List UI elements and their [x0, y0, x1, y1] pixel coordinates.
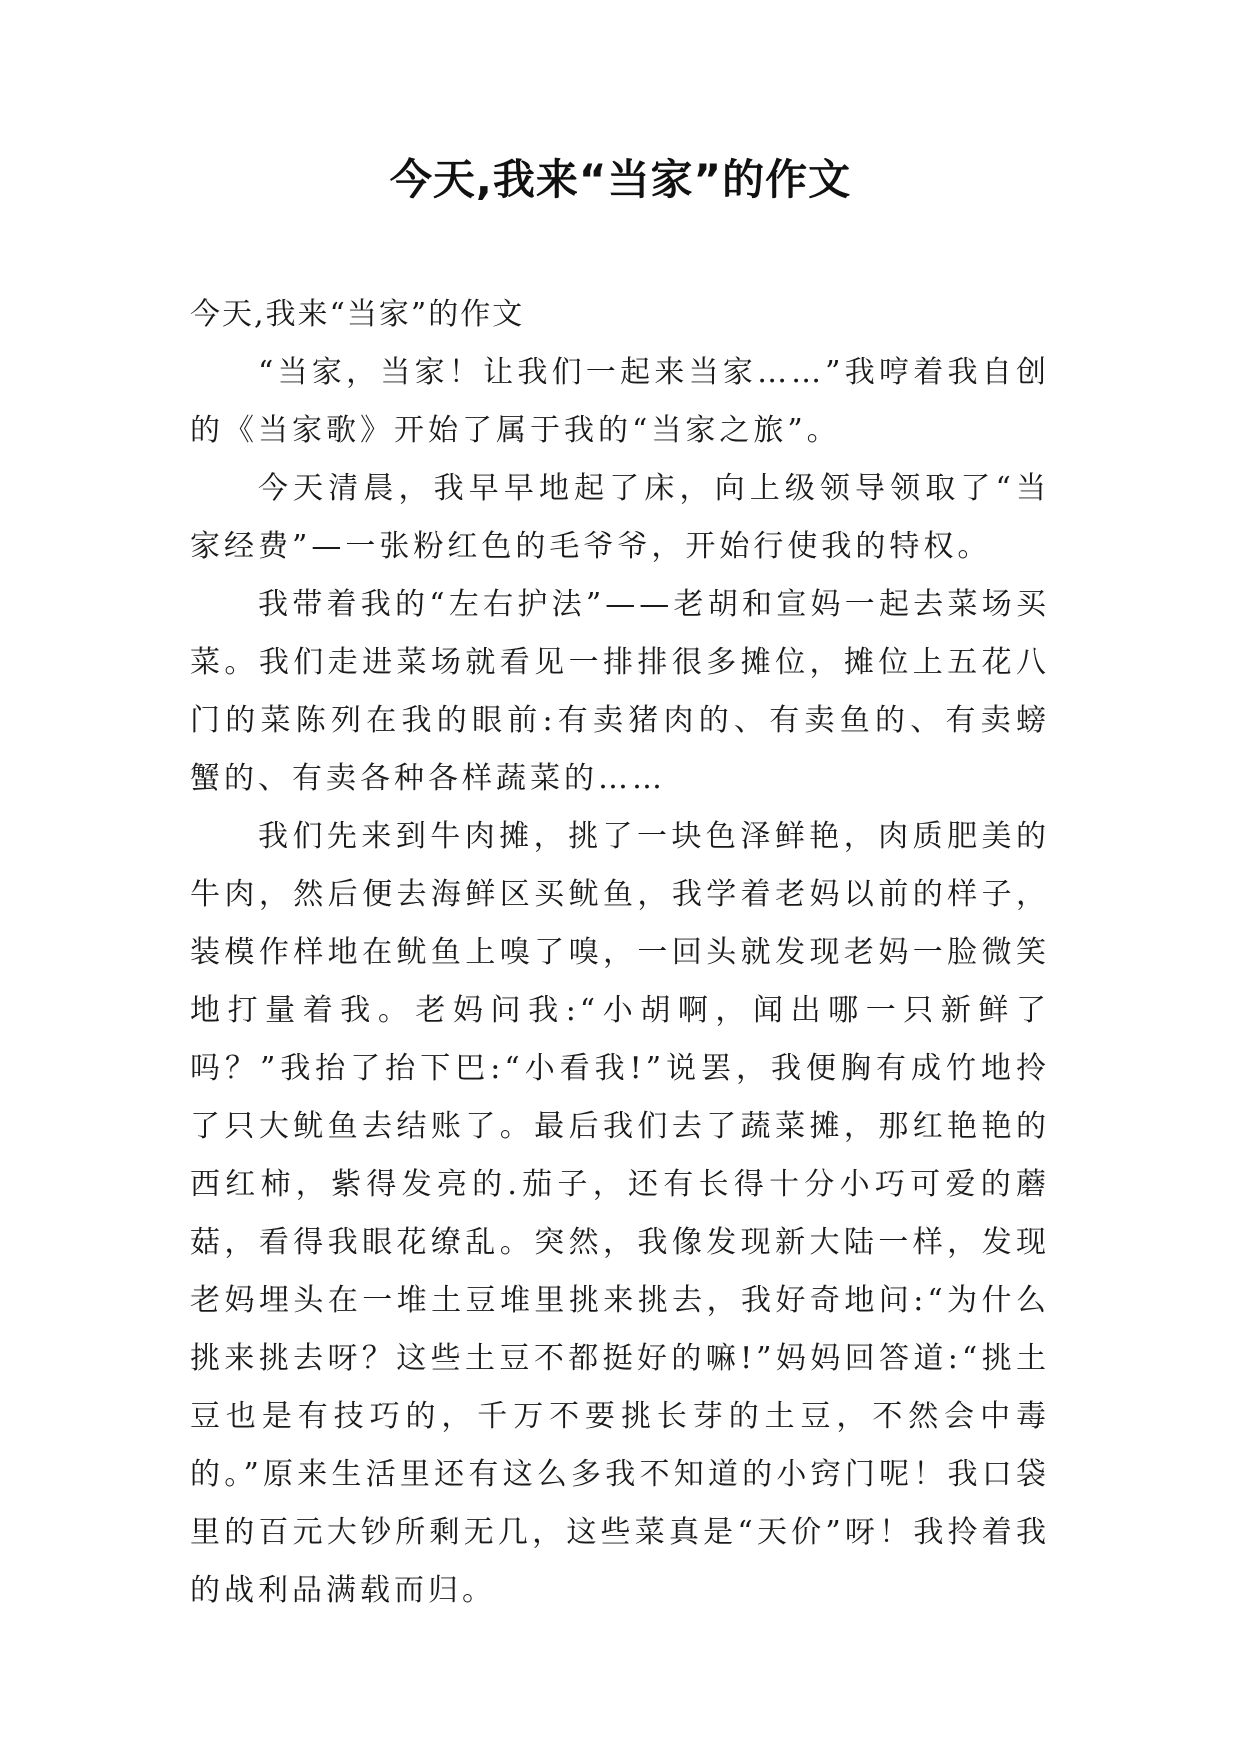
paragraph-morning: 今天清晨，我早早地起了床，向上级领导领取了“当家经费”—一张粉红色的毛爷爷，开始行使我的特权。 — [190, 471, 1050, 564]
paragraph-market: 我带着我的“左右护法”——老胡和宣妈一起去菜场买菜。我们走进菜场就看见一排排很多摊位，摊位上五花八门的菜陈列在我的眼前:有卖猪肉的、有卖鱼的、有卖螃蟹的、有卖各种各样蔬菜的…… — [190, 587, 1050, 796]
document-title: 今天,我来“当家”的作文 — [389, 155, 852, 204]
paragraph-shopping: 我们先来到牛肉摊，挑了一块色泽鲜艳，肉质肥美的牛肉，然后便去海鲜区买鱿鱼，我学着老妈以前的样子，装模作样地在鱿鱼上嗅了嗅，一回头就发现老妈一脸微笑地打量着我。老妈问我:“小胡啊，闻出哪一只新鲜了吗？”我抬了抬下巴:“小看我!”说罢，我便胸有成竹地拎了只大鱿鱼去结账了。最后我们去了蔬菜摊，那红艳艳的西红柿，紫得发亮的.茄子，还有长得十分小巧可爱的蘑菇，看得我眼花缭乱。突然，我像发现新大陆一样，发现老妈埋头在一堆土豆堆里挑来挑去，我好奇地问:“为什么挑来挑去呀？这些土豆不都挺好的嘛!”妈妈回答道:“挑土豆也是有技巧的，千万不要挑长芽的土豆，不然会中毒的。”原来生活里还有这么多我不知道的小窍门呢！我口袋里的百元大钞所剩无几，这些菜真是“天价”呀！我拎着我的战利品满载而归。 — [190, 819, 1050, 1608]
document-body — [190, 286, 1050, 1620]
document-subtitle: 今天,我来“当家”的作文 — [190, 297, 525, 332]
paragraph-song-intro: “当家，当家！让我们一起来当家……”我哼着我自创的《当家歌》开始了属于我的“当家之旅”。 — [190, 355, 1050, 448]
